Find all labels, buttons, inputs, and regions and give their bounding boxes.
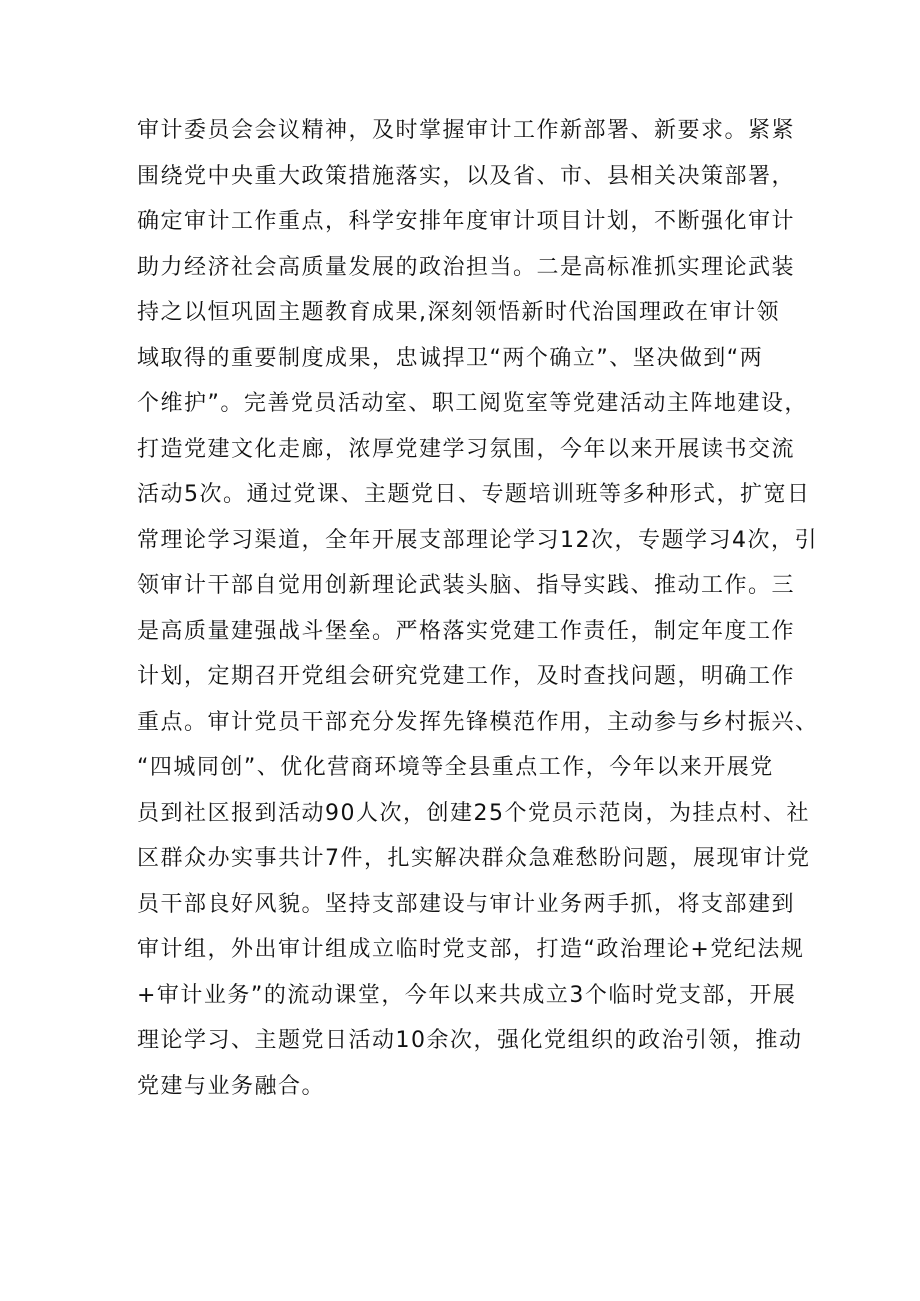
text-line-9: 活动5次。通过党课、主题党日、专题培训班等多种形式，扩宽日 — [137, 482, 811, 507]
text-line-18: 员干部良好风貌。坚持支部建设与审计业务两手抓，将支部建到 — [137, 891, 796, 917]
text-line-2: 围绕党中央重大政策措施落实，以及省、市、县相关决策部署， — [137, 163, 796, 189]
text-line-19: 审计组，外出审计组成立临时党支部，打造“政治理论+党纪法规 — [137, 937, 805, 962]
text-line-7: 个维护”。完善党员活动室、职工阅览室等党建活动主阵地建设， — [137, 391, 808, 416]
text-line-17: 区群众办实事共计7件，扎实解决群众急难愁盼问题，展现审计党 — [137, 846, 811, 871]
text-line-6: 域取得的重要制度成果，忠诚捍卫“两个确立”、坚决做到“两 — [137, 345, 764, 371]
text-line-1: 审计委员会会议精神，及时掌握审计工作新部署、新要求。紧紧 — [137, 118, 796, 143]
text-line-21: 理论学习、主题党日活动10余次，强化党组织的政治引领，推动 — [137, 1028, 803, 1053]
text-line-22: 党建与业务融合。 — [137, 1073, 326, 1099]
text-line-14: 重点。审计党员干部充分发挥先锋模范作用，主动参与乡村振兴、 — [137, 709, 819, 735]
text-line-8: 打造党建文化走廊，浓厚党建学习氛围，今年以来开展读书交流 — [137, 436, 796, 462]
text-line-5: 持之以恒巩固主题教育成果,深刻领悟新时代治国理政在审计领 — [137, 300, 780, 325]
text-line-10: 常理论学习渠道，全年开展支部理论学习12次，专题学习4次，引 — [137, 527, 818, 553]
text-line-4: 助力经济社会高质量发展的政治担当。二是高标准抓实理论武装 — [137, 254, 796, 280]
text-line-20: +审计业务”的流动课堂，今年以来共成立3个临时党支部，开展 — [137, 982, 797, 1008]
text-line-12: 是高质量建强战斗堡垒。严格落实党建工作责任，制定年度工作 — [137, 618, 796, 644]
text-line-13: 计划，定期召开党组会研究党建工作，及时查找问题，明确工作 — [137, 664, 796, 689]
text-line-3: 确定审计工作重点，科学安排年度审计项目计划，不断强化审计 — [137, 209, 796, 234]
text-line-11: 领审计干部自觉用创新理论武装头脑、指导实践、推动工作。三 — [137, 573, 796, 598]
body-paragraph — [137, 108, 837, 1109]
text-line-15: “四城同创”、优化营商环境等全县重点工作，今年以来开展党 — [137, 755, 774, 780]
text-line-16: 员到社区报到活动90人次，创建25个党员示范岗，为挂点村、社 — [137, 800, 810, 826]
